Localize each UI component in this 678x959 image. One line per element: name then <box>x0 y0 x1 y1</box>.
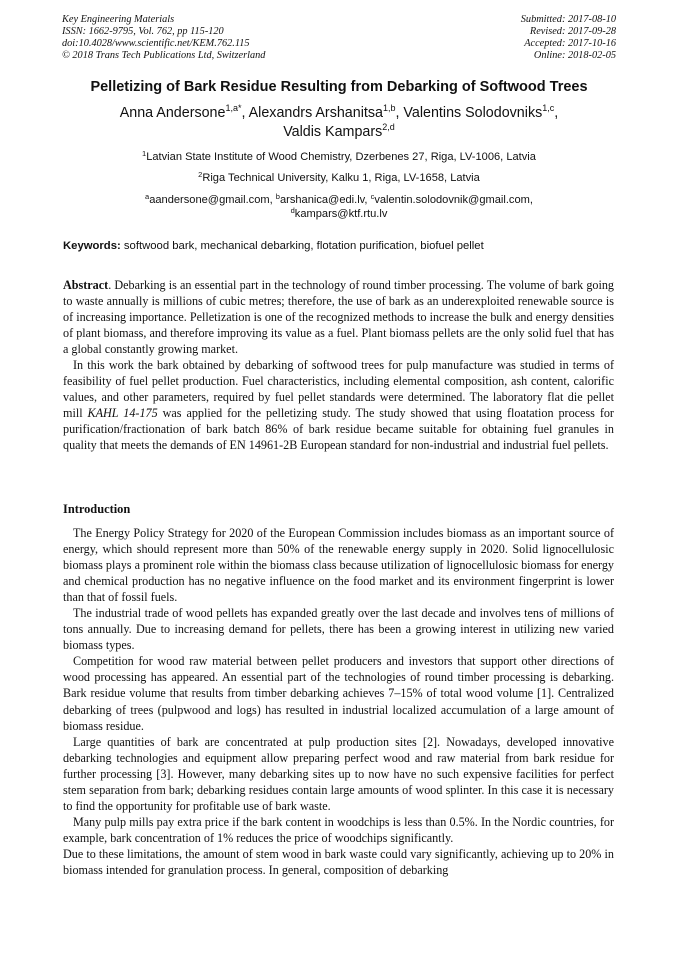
author-superscript: 1,c <box>542 103 555 113</box>
email-superscript: b <box>275 192 280 201</box>
email-superscript: c <box>370 192 375 201</box>
author-name: Valdis Kampars <box>283 124 383 140</box>
abstract-section <box>63 277 614 454</box>
intro-paragraph: Many pulp mills pay extra price if the bark content in woodchips is less than 0.5%. In the Nordic countries, for example, bark concentration of 1% reduces the price of woodchips significantly. <box>63 814 614 845</box>
affiliation-superscript: 1 <box>142 149 147 158</box>
abstract-paragraph <box>63 357 614 453</box>
abstract-text: was applied for the pelletizing study. The study showed that using floatation process for purification/fractionation of bark batch 86% of bark residue became suitable for obtaining fuel granules in quality that meets the demands of EN 14961-2B European standard for non-industrial and industrial fuel pellets. <box>63 406 614 453</box>
paper-title: Pelletizing of Bark Residue Resulting from Debarking of Softwood Trees <box>90 79 588 95</box>
intro-paragraph: The Energy Policy Strategy for 2020 of the European Commission includes biomass as an important source of energy, which should represent more than 50% of the renewable energy supply in 2020. Solid lignocellulosic biomass plays a prominent role within the biomass class because utilization of lignocellulosic biomass for energy and chemical production has no negative influence on the food market and its environment fingerprint is lower than that of fossil fuels. <box>63 526 614 605</box>
intro-paragraph: The industrial trade of wood pellets has expanded greatly over the last decade and involves tens of millions of tons annually. Due to increasing demand for pellets, there has been a growing interest in utilizing new varied biomass types. <box>63 606 614 653</box>
email-link[interactable]: aandersone@gmail.com, <box>149 194 276 206</box>
email-link[interactable]: arshanica@edi.lv, <box>279 194 371 206</box>
email-link[interactable]: valentin.solodovnik@gmail.com, <box>374 194 533 206</box>
author-superscript: 1,b <box>382 103 396 113</box>
keywords-label: Keywords: <box>63 240 121 252</box>
author-separator: , <box>241 105 249 121</box>
affiliation-text: Riga Technical University, Kalku 1, Riga, LV-1658, Latvia <box>202 172 480 184</box>
author-separator: , <box>554 105 559 121</box>
intro-paragraph: Due to these limitations, the amount of stem wood in bark waste could vary significantly, achieving up to 20% in biomass intended for granulation process. In general, composition of debarking <box>63 846 614 877</box>
revised-date: Revised: 2017-09-28 <box>529 26 616 37</box>
equipment-name: KAHL 14-175 <box>87 406 158 421</box>
journal-metadata <box>62 14 265 62</box>
author-superscript: 1,a* <box>225 103 242 113</box>
keywords-line <box>63 240 623 252</box>
email-superscript: a <box>145 192 150 201</box>
keywords-text: softwood bark, mechanical debarking, flotation purification, biofuel pellet <box>120 240 484 252</box>
author-emails <box>0 193 678 221</box>
author-name: Valentins Solodovniks <box>403 105 543 121</box>
affiliation-1 <box>0 150 678 164</box>
publication-dates <box>521 14 616 62</box>
author-list <box>0 104 678 142</box>
abstract-paragraph <box>63 277 614 357</box>
affiliation-superscript: 2 <box>198 170 203 179</box>
intro-paragraph: Competition for wood raw material between pellet producers and investors that support other directions of wood processing has appeared. An essential part of the technologies of round timber processing is debarking. Bark residue volume that results from timber debarking achieves 7–15% of total wood volume [1]. Centralized debarking of trees (pulpwood and logs) has resulted in industrial localized accumulation of a large amount of biomass residue. <box>63 654 614 733</box>
email-superscript: d <box>290 206 295 215</box>
copyright-line: © 2018 Trans Tech Publications Ltd, Switzerland <box>62 50 266 61</box>
online-date: Online: 2018-02-05 <box>533 50 616 61</box>
abstract-text: . Debarking is an essential part in the technology of round timber processing. The volume of bark going to waste annually is millions of cubic metres; therefore, the use of bark as an underexploited renewable source is of increasing importance. Pelletization is one of the recognized methods to increase the bulk and energy densities of plant biomass, and therefore improving its value as a fuel. Plant biomass pellets are the only solid fuel that has a global constantly growing market. <box>63 278 614 357</box>
abstract-text: In this work the bark obtained by debarking of softwood trees for pulp manufacture was studied in terms of feasibility of fuel pellet production. Fuel characteristics, including elemental composition, ash content, calorific values, and other parameters, required by fuel pellet standards were determined. The laboratory flat die pellet mill <box>63 358 614 421</box>
accepted-date: Accepted: 2017-10-16 <box>524 38 616 49</box>
introduction-section <box>63 525 614 878</box>
submitted-date: Submitted: 2017-08-10 <box>520 14 616 25</box>
intro-paragraph: Large quantities of bark are concentrated at pulp production sites [2]. Nowadays, developed innovative debarking technologies and equipment allow preparing perfect wood and raw material from bark residue for further processing [3]. However, many debarking sites up to now have no such expensive facilities for perfect stem separation from bark; debarking residues contain large amounts of wood splinter. In this case it is necessary to find the opportunity for profitable use of bark waste. <box>63 734 614 813</box>
abstract-label: Abstract <box>63 278 109 292</box>
author-superscript: 2,d <box>382 122 395 132</box>
affiliation-2 <box>0 171 678 185</box>
journal-name: Key Engineering Materials <box>62 14 175 25</box>
author-name: Anna Andersone <box>119 105 226 121</box>
introduction-heading: Introduction <box>63 502 131 516</box>
author-separator: , <box>395 105 404 121</box>
affiliation-text: Latvian State Institute of Wood Chemistry, Dzerbenes 27, Riga, LV-1006, Latvia <box>146 151 536 163</box>
issn-line: ISSN: 1662-9795, Vol. 762, pp 115-120 <box>62 26 224 37</box>
doi-link[interactable]: doi:10.4028/www.scientific.net/KEM.762.115 <box>62 38 250 49</box>
author-name: Alexandrs Arshanitsa <box>248 105 383 121</box>
email-link[interactable]: kampars@ktf.rtu.lv <box>294 208 388 220</box>
